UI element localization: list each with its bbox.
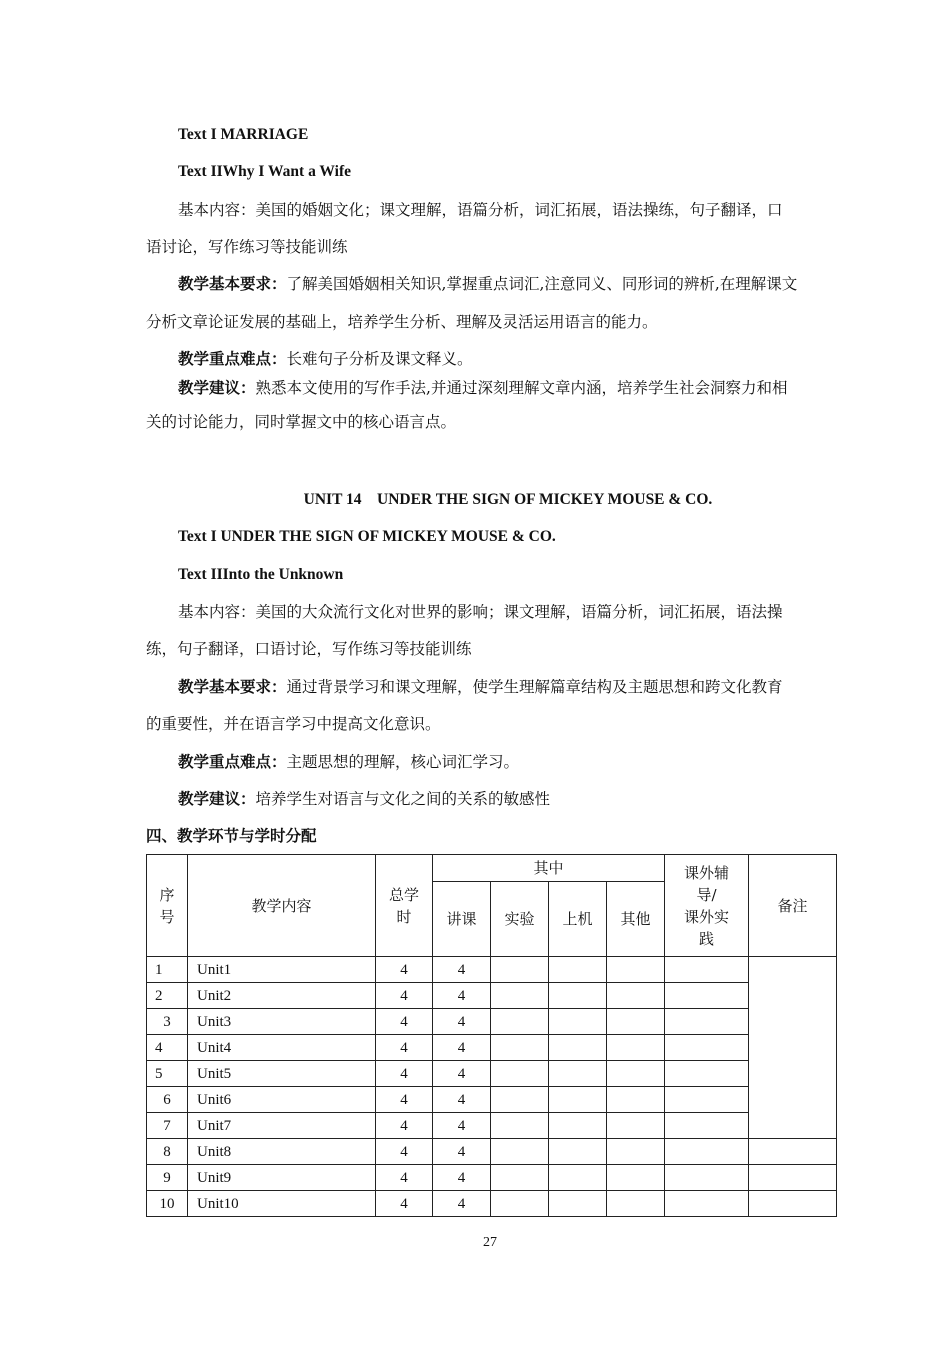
row-unit-name: Unit4 (188, 1035, 376, 1061)
row-number: 7 (147, 1113, 188, 1139)
row-extracurricular (665, 1191, 749, 1217)
table-header-row-1 (147, 855, 837, 882)
row-extracurricular (665, 957, 749, 983)
row-number: 5 (147, 1061, 188, 1087)
section4-heading: 四、教学环节与学时分配 (146, 826, 317, 845)
row-total: 4 (376, 983, 433, 1009)
unit13-suggestions-line2: 关的讨论能力，同时掌握文中的核心语言点。 (146, 413, 457, 431)
row-lab (491, 1009, 549, 1035)
row-lecture: 4 (433, 1191, 491, 1217)
row-number: 4 (147, 1035, 188, 1061)
row-computer (549, 957, 607, 983)
requirements-text: 了解美国婚姻相关知识,掌握重点词汇,注意同义、同形词的辨析,在理解课文 (286, 275, 798, 293)
row-lecture: 4 (433, 983, 491, 1009)
row-unit-name: Unit3 (188, 1009, 376, 1035)
row-extracurricular (665, 1009, 749, 1035)
requirements-label: 教学基本要求： (178, 274, 287, 293)
header-lecture: 讲课 (433, 882, 491, 957)
table-row (147, 1139, 837, 1165)
header-content: 教学内容 (188, 855, 376, 957)
row-lecture: 4 (433, 1087, 491, 1113)
row-number: 10 (147, 1191, 188, 1217)
row-computer (549, 983, 607, 1009)
row-extracurricular (665, 1035, 749, 1061)
table-row (147, 1087, 837, 1113)
row-total: 4 (376, 957, 433, 983)
row-lecture: 4 (433, 1009, 491, 1035)
unit13-content-line1: 基本内容：美国的婚姻文化；课文理解，语篇分析，词汇拓展，语法操练，句子翻译，口 (178, 201, 783, 219)
row-extracurricular (665, 1087, 749, 1113)
table-row (147, 1035, 837, 1061)
header-seq-line2: 号 (159, 907, 175, 926)
row-lab (491, 1113, 549, 1139)
row-other (607, 1165, 665, 1191)
row-total: 4 (376, 1035, 433, 1061)
row-computer (549, 1113, 607, 1139)
row-number: 1 (147, 957, 188, 983)
key-points-label: 教学重点难点： (178, 752, 287, 771)
row-other (607, 1191, 665, 1217)
header-other: 其他 (607, 882, 665, 957)
table-row (147, 983, 837, 1009)
suggestions-label: 教学建议： (178, 378, 256, 397)
key-points-text: 主题思想的理解，核心词汇学习。 (286, 753, 520, 771)
row-number: 3 (147, 1009, 188, 1035)
suggestions-label: 教学建议： (178, 789, 256, 808)
unit14-requirements-line1 (178, 676, 840, 698)
row-lecture: 4 (433, 957, 491, 983)
header-among: 其中 (433, 855, 665, 882)
header-extra-line1: 课外辅 (684, 863, 730, 882)
row-total: 4 (376, 1009, 433, 1035)
row-computer (549, 1139, 607, 1165)
row-lab (491, 1035, 549, 1061)
row-number: 9 (147, 1165, 188, 1191)
row-other (607, 1139, 665, 1165)
unit13-suggestions-line1 (178, 377, 840, 399)
row-lecture: 4 (433, 1165, 491, 1191)
suggestions-text: 熟悉本文使用的写作手法,并通过深刻理解文章内涵，培养学生社会洞察力和相 (255, 379, 788, 397)
header-seq (147, 855, 188, 957)
row-other (607, 983, 665, 1009)
row-lab (491, 1191, 549, 1217)
row-unit-name: Unit7 (188, 1113, 376, 1139)
table-row (147, 1191, 837, 1217)
table-row (147, 1009, 837, 1035)
header-total-line1: 总学 (388, 885, 419, 904)
table-row (147, 1165, 837, 1191)
header-seq-line1: 序 (159, 885, 175, 904)
unit13-requirements-line2: 分析文章论证发展的基础上，培养学生分析、理解及灵活运用语言的能力。 (146, 313, 658, 331)
row-computer (549, 1009, 607, 1035)
header-extra-line3: 课外实 (684, 907, 730, 926)
row-unit-name: Unit6 (188, 1087, 376, 1113)
row-total: 4 (376, 1139, 433, 1165)
row-number: 6 (147, 1087, 188, 1113)
row-total: 4 (376, 1113, 433, 1139)
row-lab (491, 1165, 549, 1191)
unit13-key-points (178, 348, 840, 370)
unit14-text2-title: Text IIInto the Unknown (178, 566, 344, 583)
row-notes (749, 1191, 837, 1217)
row-notes (749, 1165, 837, 1191)
row-other (607, 1113, 665, 1139)
row-extracurricular (665, 1165, 749, 1191)
row-total: 4 (376, 1087, 433, 1113)
row-lab (491, 957, 549, 983)
row-total: 4 (376, 1191, 433, 1217)
row-computer (549, 1087, 607, 1113)
unit13-requirements-line1 (178, 273, 840, 295)
row-lecture: 4 (433, 1035, 491, 1061)
row-lecture: 4 (433, 1061, 491, 1087)
row-unit-name: Unit1 (188, 957, 376, 983)
row-lab (491, 1061, 549, 1087)
row-total: 4 (376, 1061, 433, 1087)
key-points-text: 长难句子分析及课文释义。 (286, 350, 473, 368)
requirements-text: 通过背景学习和课文理解，使学生理解篇章结构及主题思想和跨文化教育 (286, 678, 783, 696)
header-extra-line4: 践 (699, 929, 715, 948)
row-lab (491, 1139, 549, 1165)
row-other (607, 1061, 665, 1087)
unit14-content-line1: 基本内容：美国的大众流行文化对世界的影响；课文理解，语篇分析，词汇拓展，语法操 (178, 603, 783, 621)
row-extracurricular (665, 1061, 749, 1087)
header-extracurricular (665, 855, 749, 957)
unit14-requirements-line2: 的重要性，并在语言学习中提高文化意识。 (146, 715, 441, 733)
row-other (607, 957, 665, 983)
suggestions-text: 培养学生对语言与文化之间的关系的敏感性 (255, 790, 551, 808)
table-row (147, 1061, 837, 1087)
row-unit-name: Unit2 (188, 983, 376, 1009)
row-computer (549, 1191, 607, 1217)
header-notes: 备注 (749, 855, 837, 957)
row-lecture: 4 (433, 1113, 491, 1139)
table-row (147, 957, 837, 983)
unit13-text2-title: Text IIWhy I Want a Wife (178, 163, 351, 180)
requirements-label: 教学基本要求： (178, 677, 287, 696)
row-other (607, 1035, 665, 1061)
row-extracurricular (665, 983, 749, 1009)
unit14-content-line2: 练，句子翻译，口语讨论，写作练习等技能训练 (146, 640, 472, 658)
row-lab (491, 983, 549, 1009)
table-row (147, 1113, 837, 1139)
row-unit-name: Unit5 (188, 1061, 376, 1087)
row-number: 2 (147, 983, 188, 1009)
header-extra-line2: 导/ (696, 885, 717, 904)
schedule-table (146, 854, 837, 1217)
row-lecture: 4 (433, 1139, 491, 1165)
row-computer (549, 1035, 607, 1061)
header-total-line2: 时 (396, 907, 412, 926)
row-unit-name: Unit8 (188, 1139, 376, 1165)
page-number: 27 (483, 1235, 497, 1250)
key-points-label: 教学重点难点： (178, 349, 287, 368)
header-total-hours (376, 855, 433, 957)
row-extracurricular (665, 1113, 749, 1139)
row-other (607, 1009, 665, 1035)
row-computer (549, 1061, 607, 1087)
unit14-text1-title: Text I UNDER THE SIGN OF MICKEY MOUSE & CO. (178, 528, 556, 545)
row-other (607, 1087, 665, 1113)
unit14-heading: UNIT 14 UNDER THE SIGN OF MICKEY MOUSE & CO. (303, 491, 713, 508)
row-notes (749, 1139, 837, 1165)
unit13-text1-title: Text I MARRIAGE (178, 126, 309, 143)
row-notes-merged (749, 957, 837, 1139)
unit14-key-points (178, 751, 840, 773)
unit14-suggestions (178, 788, 840, 810)
row-computer (549, 1165, 607, 1191)
row-lab (491, 1087, 549, 1113)
row-unit-name: Unit10 (188, 1191, 376, 1217)
row-extracurricular (665, 1139, 749, 1165)
row-number: 8 (147, 1139, 188, 1165)
header-computer: 上机 (549, 882, 607, 957)
header-lab: 实验 (491, 882, 549, 957)
row-unit-name: Unit9 (188, 1165, 376, 1191)
unit13-content-line2: 语讨论，写作练习等技能训练 (146, 238, 348, 256)
row-total: 4 (376, 1165, 433, 1191)
